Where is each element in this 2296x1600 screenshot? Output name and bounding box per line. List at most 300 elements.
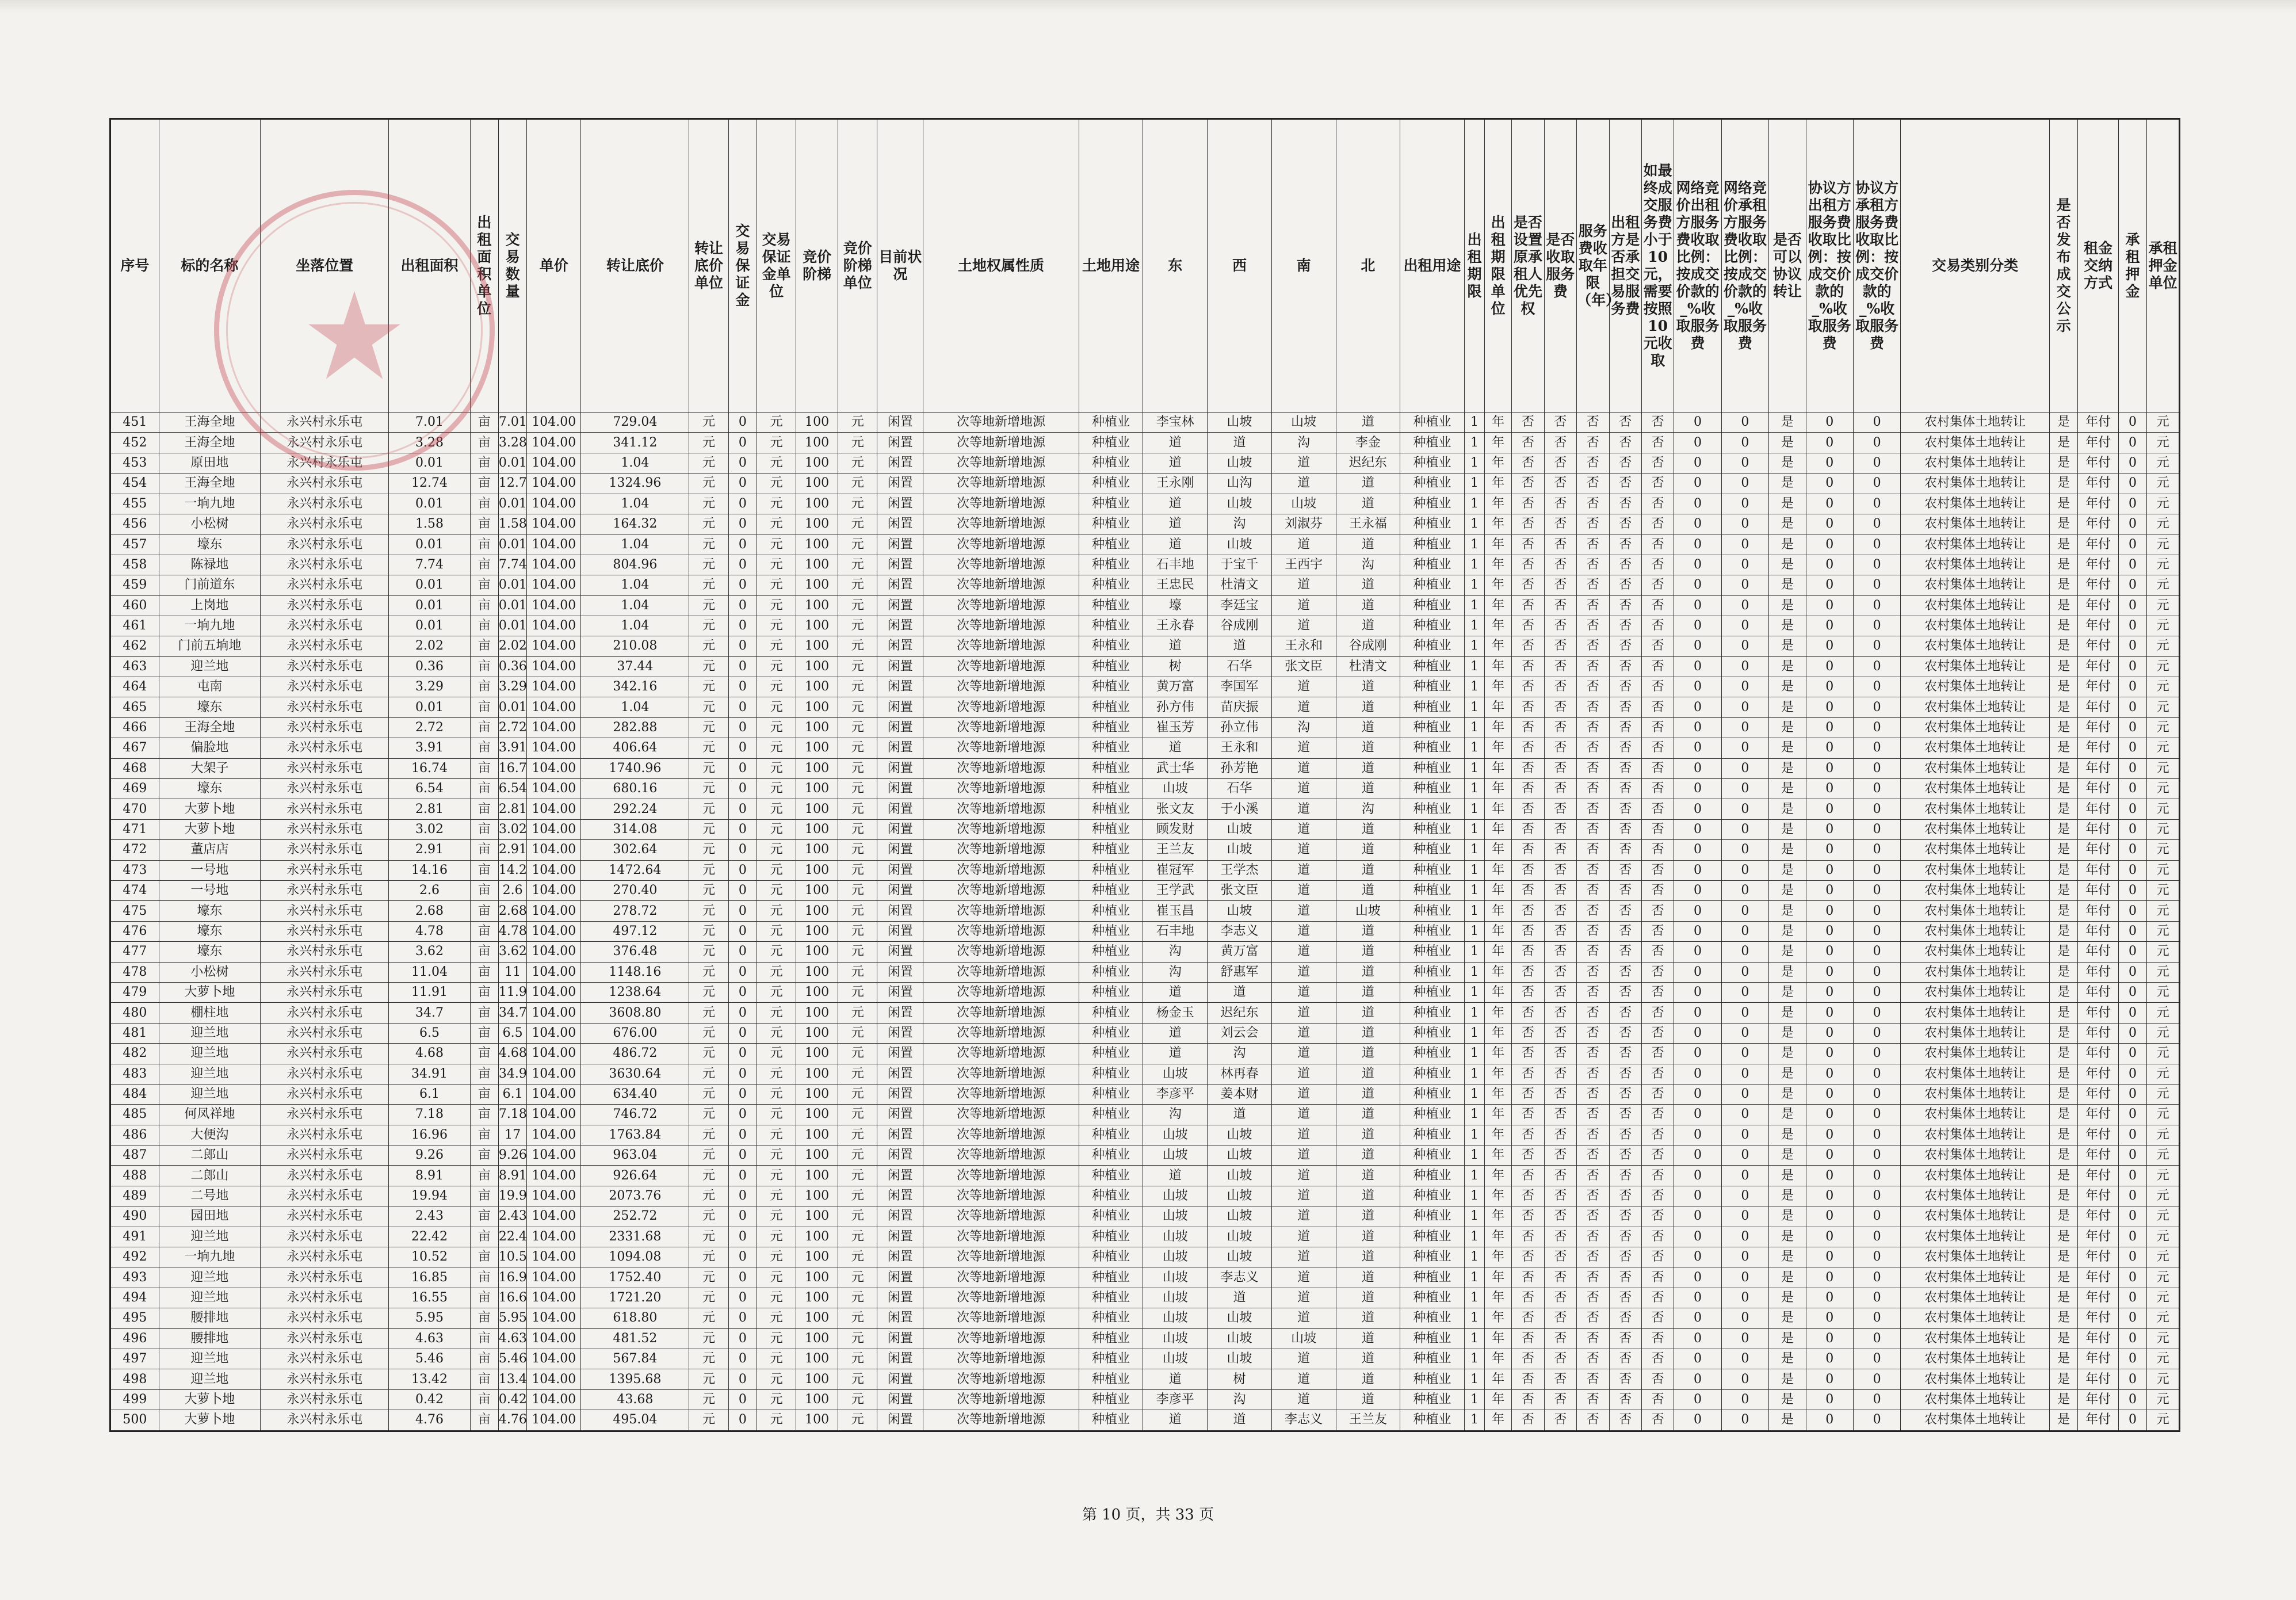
table-cell: 年付 bbox=[2078, 494, 2119, 514]
table-cell: 1 bbox=[1464, 1023, 1484, 1043]
table-cell: 年 bbox=[1485, 1389, 1512, 1410]
table-cell: 0.01 bbox=[389, 697, 470, 717]
table-cell: 山坡 bbox=[1208, 1125, 1272, 1145]
table-cell: 闲置 bbox=[877, 1166, 923, 1186]
table-cell: 元 bbox=[757, 514, 796, 534]
table-cell: 0 bbox=[1853, 677, 1900, 697]
table-cell: 0 bbox=[2118, 677, 2146, 697]
table-cell: 104.00 bbox=[527, 1064, 581, 1084]
column-header bbox=[159, 119, 260, 413]
table-cell: 3.62 bbox=[389, 942, 470, 962]
table-cell: 0 bbox=[1674, 1084, 1721, 1104]
table-cell: 0 bbox=[728, 1206, 757, 1227]
table-cell: 道 bbox=[1208, 982, 1272, 1002]
table-cell: 道 bbox=[1143, 1410, 1208, 1431]
table-cell: 元 bbox=[689, 779, 728, 799]
table-cell: 元 bbox=[757, 555, 796, 575]
table-cell: 种植业 bbox=[1079, 413, 1143, 433]
table-cell: 0 bbox=[2118, 1288, 2146, 1308]
table-cell: 年 bbox=[1485, 1308, 1512, 1328]
table-cell: 农村集体土地转让 bbox=[1901, 636, 2050, 656]
table-row bbox=[110, 982, 2180, 1002]
table-cell: 否 bbox=[1577, 942, 1609, 962]
table-cell: 1 bbox=[1464, 779, 1484, 799]
table-cell: 否 bbox=[1544, 1003, 1576, 1023]
table-cell: 0 bbox=[1806, 494, 1853, 514]
table-cell: 闲置 bbox=[877, 758, 923, 778]
table-cell: 永兴村永乐屯 bbox=[261, 880, 389, 900]
table-cell: 元 bbox=[689, 921, 728, 941]
table-cell: 亩 bbox=[470, 901, 498, 921]
table-cell: 0 bbox=[1721, 656, 1768, 677]
table-cell: 否 bbox=[1641, 1288, 1674, 1308]
table-cell: 永兴村永乐屯 bbox=[261, 1084, 389, 1104]
table-cell: 石华 bbox=[1208, 656, 1272, 677]
table-cell: 746.72 bbox=[581, 1105, 689, 1125]
column-header-text: 目前状况 bbox=[878, 249, 922, 282]
table-cell: 0 bbox=[1674, 575, 1721, 595]
table-cell: 104.00 bbox=[527, 921, 581, 941]
table-cell: 376.48 bbox=[581, 942, 689, 962]
table-cell: 100 bbox=[796, 1206, 838, 1227]
column-header bbox=[2118, 119, 2146, 413]
table-cell: 否 bbox=[1577, 494, 1609, 514]
table-cell: 道 bbox=[1271, 1023, 1336, 1043]
table-cell: 是 bbox=[1768, 1369, 1806, 1389]
table-cell: 谷成刚 bbox=[1336, 636, 1400, 656]
table-cell: 是 bbox=[2049, 921, 2077, 941]
table-cell: 否 bbox=[1577, 717, 1609, 738]
table-row bbox=[110, 738, 2180, 758]
table-cell: 种植业 bbox=[1079, 819, 1143, 839]
table-cell: 486 bbox=[110, 1125, 159, 1145]
table-cell: 年付 bbox=[2078, 1186, 2119, 1206]
table-cell: 沟 bbox=[1208, 1044, 1272, 1064]
table-cell: 次等地新增地源 bbox=[923, 1247, 1079, 1267]
table-cell: 0 bbox=[1853, 1247, 1900, 1267]
table-row bbox=[110, 799, 2180, 819]
table-cell: 永兴村永乐屯 bbox=[261, 901, 389, 921]
table-cell: 闲置 bbox=[877, 514, 923, 534]
table-cell: 0.01 bbox=[498, 616, 526, 636]
table-cell: 否 bbox=[1609, 514, 1641, 534]
table-cell: 否 bbox=[1609, 1206, 1641, 1227]
table-cell: 元 bbox=[757, 616, 796, 636]
table-cell: 闲置 bbox=[877, 962, 923, 982]
table-cell: 否 bbox=[1544, 1166, 1576, 1186]
table-cell: 元 bbox=[757, 819, 796, 839]
table-cell: 次等地新增地源 bbox=[923, 1125, 1079, 1145]
column-header bbox=[1271, 119, 1336, 413]
table-cell: 104.00 bbox=[527, 1389, 581, 1410]
table-cell: 1 bbox=[1464, 860, 1484, 880]
table-cell: 否 bbox=[1609, 677, 1641, 697]
table-cell: 0 bbox=[2118, 1105, 2146, 1125]
table-cell: 种植业 bbox=[1400, 575, 1465, 595]
table-cell: 100 bbox=[796, 779, 838, 799]
table-cell: 481.52 bbox=[581, 1328, 689, 1349]
table-cell: 永兴村永乐屯 bbox=[261, 962, 389, 982]
table-cell: 否 bbox=[1544, 1125, 1576, 1145]
table-cell: 元 bbox=[689, 697, 728, 717]
table-cell: 14.2 bbox=[498, 860, 526, 880]
table-cell: 100 bbox=[796, 1308, 838, 1328]
table-cell: 元 bbox=[2147, 840, 2180, 860]
table-cell: 山坡 bbox=[1208, 1349, 1272, 1369]
table-cell: 元 bbox=[838, 1186, 877, 1206]
table-cell: 100 bbox=[796, 433, 838, 453]
table-cell: 大便沟 bbox=[159, 1125, 260, 1145]
table-cell: 种植业 bbox=[1400, 1389, 1465, 1410]
table-cell: 479 bbox=[110, 982, 159, 1002]
table-cell: 461 bbox=[110, 616, 159, 636]
table-cell: 元 bbox=[2147, 1084, 2180, 1104]
table-cell: 元 bbox=[757, 1125, 796, 1145]
table-cell: 0 bbox=[1721, 880, 1768, 900]
column-header-text: 协议方出租方服务费收取比例：按成交价款的_%收取服务费 bbox=[1808, 180, 1851, 352]
table-cell: 0 bbox=[1806, 1389, 1853, 1410]
table-row bbox=[110, 1308, 2180, 1328]
table-cell: 元 bbox=[689, 1064, 728, 1084]
table-cell: 11 bbox=[498, 962, 526, 982]
table-cell: 元 bbox=[689, 1288, 728, 1308]
table-cell: 0 bbox=[1806, 860, 1853, 880]
table-cell: 104.00 bbox=[527, 860, 581, 880]
table-cell: 年付 bbox=[2078, 473, 2119, 494]
table-cell: 0 bbox=[1853, 1410, 1900, 1431]
table-cell: 迎兰地 bbox=[159, 1023, 260, 1043]
table-cell: 1 bbox=[1464, 1410, 1484, 1431]
column-header-text: 序号 bbox=[120, 257, 150, 274]
table-cell: 否 bbox=[1609, 413, 1641, 433]
table-cell: 元 bbox=[838, 616, 877, 636]
table-cell: 元 bbox=[838, 433, 877, 453]
table-cell: 否 bbox=[1609, 1389, 1641, 1410]
table-cell: 否 bbox=[1577, 738, 1609, 758]
table-cell: 李廷宝 bbox=[1208, 595, 1272, 616]
table-cell: 永兴村永乐屯 bbox=[261, 1003, 389, 1023]
table-cell: 种植业 bbox=[1079, 1186, 1143, 1206]
table-cell: 否 bbox=[1577, 1084, 1609, 1104]
table-cell: 年付 bbox=[2078, 1328, 2119, 1349]
table-cell: 山坡 bbox=[1208, 1247, 1272, 1267]
table-cell: 年付 bbox=[2078, 1227, 2119, 1247]
table-cell: 农村集体土地转让 bbox=[1901, 738, 2050, 758]
table-cell: 是 bbox=[1768, 1084, 1806, 1104]
table-cell: 0 bbox=[1721, 1247, 1768, 1267]
table-cell: 6.54 bbox=[389, 779, 470, 799]
table-cell: 471 bbox=[110, 819, 159, 839]
column-header bbox=[2078, 119, 2119, 413]
table-cell: 0 bbox=[2118, 453, 2146, 473]
table-cell: 道 bbox=[1271, 1166, 1336, 1186]
table-cell: 0 bbox=[1674, 453, 1721, 473]
table-cell: 年付 bbox=[2078, 1206, 2119, 1227]
table-cell: 种植业 bbox=[1079, 595, 1143, 616]
table-cell: 道 bbox=[1336, 534, 1400, 555]
table-cell: 农村集体土地转让 bbox=[1901, 758, 2050, 778]
table-cell: 元 bbox=[689, 1003, 728, 1023]
table-cell: 0 bbox=[1674, 758, 1721, 778]
table-cell: 年 bbox=[1485, 1125, 1512, 1145]
table-cell: 元 bbox=[2147, 1247, 2180, 1267]
table-cell: 元 bbox=[757, 921, 796, 941]
table-cell: 元 bbox=[689, 1349, 728, 1369]
table-cell: 是 bbox=[1768, 840, 1806, 860]
table-cell: 459 bbox=[110, 575, 159, 595]
table-cell: 否 bbox=[1609, 840, 1641, 860]
table-cell: 道 bbox=[1271, 758, 1336, 778]
table-cell: 100 bbox=[796, 413, 838, 433]
table-cell: 元 bbox=[838, 1206, 877, 1227]
table-cell: 农村集体土地转让 bbox=[1901, 534, 2050, 555]
column-header bbox=[1806, 119, 1853, 413]
table-cell: 亩 bbox=[470, 1186, 498, 1206]
table-cell: 否 bbox=[1609, 1166, 1641, 1186]
table-cell: 闲置 bbox=[877, 575, 923, 595]
table-cell: 否 bbox=[1512, 1308, 1544, 1328]
table-cell: 元 bbox=[689, 738, 728, 758]
table-cell: 元 bbox=[689, 453, 728, 473]
table-cell: 种植业 bbox=[1079, 534, 1143, 555]
table-cell: 亩 bbox=[470, 779, 498, 799]
table-cell: 是 bbox=[2049, 738, 2077, 758]
table-cell: 0 bbox=[1721, 901, 1768, 921]
table-cell: 104.00 bbox=[527, 1369, 581, 1389]
table-cell: 种植业 bbox=[1079, 1389, 1143, 1410]
table-cell: 0 bbox=[1806, 1186, 1853, 1206]
table-cell: 489 bbox=[110, 1186, 159, 1206]
table-cell: 否 bbox=[1544, 1328, 1576, 1349]
table-cell: 否 bbox=[1609, 982, 1641, 1002]
table-cell: 种植业 bbox=[1079, 1105, 1143, 1125]
table-cell: 元 bbox=[689, 799, 728, 819]
table-cell: 否 bbox=[1512, 1369, 1544, 1389]
table-cell: 闲置 bbox=[877, 1084, 923, 1104]
table-cell: 闲置 bbox=[877, 555, 923, 575]
table-cell: 元 bbox=[689, 575, 728, 595]
table-cell: 否 bbox=[1512, 453, 1544, 473]
table-cell: 否 bbox=[1609, 1186, 1641, 1206]
table-cell: 否 bbox=[1577, 921, 1609, 941]
table-cell: 100 bbox=[796, 1288, 838, 1308]
table-cell: 0 bbox=[728, 697, 757, 717]
table-cell: 否 bbox=[1544, 534, 1576, 555]
table-cell: 0 bbox=[1806, 413, 1853, 433]
table-cell: 0 bbox=[1853, 1125, 1900, 1145]
table-cell: 否 bbox=[1577, 433, 1609, 453]
table-cell: 是 bbox=[2049, 942, 2077, 962]
table-cell: 0 bbox=[1806, 595, 1853, 616]
table-cell: 否 bbox=[1641, 514, 1674, 534]
table-cell: 元 bbox=[689, 1084, 728, 1104]
table-cell: 2.72 bbox=[389, 717, 470, 738]
table-cell: 否 bbox=[1544, 433, 1576, 453]
column-header-text: 网络竞价出租方服务费收取比例：按成交价款的_%收取服务费 bbox=[1676, 180, 1720, 352]
table-cell: 年 bbox=[1485, 636, 1512, 656]
column-header-text: 出租期限单位 bbox=[1491, 214, 1506, 317]
table-cell: 0 bbox=[1806, 1308, 1853, 1328]
table-cell: 农村集体土地转让 bbox=[1901, 1044, 2050, 1064]
table-cell: 否 bbox=[1609, 880, 1641, 900]
table-row bbox=[110, 1023, 2180, 1043]
table-cell: 1 bbox=[1464, 1044, 1484, 1064]
table-cell: 否 bbox=[1577, 901, 1609, 921]
table-cell: 种植业 bbox=[1079, 1084, 1143, 1104]
table-cell: 种植业 bbox=[1400, 534, 1465, 555]
table-cell: 0 bbox=[1853, 921, 1900, 941]
table-cell: 张文臣 bbox=[1271, 656, 1336, 677]
table-cell: 否 bbox=[1609, 717, 1641, 738]
table-cell: 否 bbox=[1609, 779, 1641, 799]
table-cell: 否 bbox=[1609, 1328, 1641, 1349]
table-cell: 山坡 bbox=[1143, 1125, 1208, 1145]
table-cell: 沟 bbox=[1143, 962, 1208, 982]
table-cell: 22.42 bbox=[389, 1227, 470, 1247]
table-cell: 否 bbox=[1512, 555, 1544, 575]
table-cell: 迎兰地 bbox=[159, 1227, 260, 1247]
table-cell: 种植业 bbox=[1400, 779, 1465, 799]
table-cell: 壕东 bbox=[159, 921, 260, 941]
table-cell: 永兴村永乐屯 bbox=[261, 616, 389, 636]
table-cell: 否 bbox=[1544, 1227, 1576, 1247]
table-cell: 年付 bbox=[2078, 1003, 2119, 1023]
table-cell: 0 bbox=[1853, 1206, 1900, 1227]
table-cell: 次等地新增地源 bbox=[923, 1023, 1079, 1043]
table-cell: 年付 bbox=[2078, 738, 2119, 758]
table-cell: 否 bbox=[1512, 1389, 1544, 1410]
table-cell: 0 bbox=[1721, 962, 1768, 982]
column-header-text: 协议方承租方服务费收取比例：按成交价款的_%收取服务费 bbox=[1855, 180, 1899, 352]
table-cell: 闲置 bbox=[877, 413, 923, 433]
table-row bbox=[110, 921, 2180, 941]
table-cell: 年付 bbox=[2078, 433, 2119, 453]
table-cell: 0 bbox=[728, 453, 757, 473]
table-cell: 0 bbox=[1806, 1328, 1853, 1349]
table-cell: 0 bbox=[1721, 860, 1768, 880]
table-cell: 104.00 bbox=[527, 840, 581, 860]
table-cell: 是 bbox=[2049, 413, 2077, 433]
table-cell: 元 bbox=[689, 1145, 728, 1166]
column-header bbox=[498, 119, 526, 413]
table-cell: 1 bbox=[1464, 1186, 1484, 1206]
table-row bbox=[110, 413, 2180, 433]
table-cell: 1 bbox=[1464, 921, 1484, 941]
table-cell: 道 bbox=[1336, 1247, 1400, 1267]
column-header-text: 交易数量 bbox=[505, 231, 520, 300]
table-row bbox=[110, 677, 2180, 697]
table-cell: 元 bbox=[838, 1023, 877, 1043]
table-cell: 道 bbox=[1336, 575, 1400, 595]
table-cell: 0 bbox=[1721, 717, 1768, 738]
table-cell: 100 bbox=[796, 616, 838, 636]
table-cell: 道 bbox=[1336, 1125, 1400, 1145]
table-cell: 是 bbox=[1768, 1105, 1806, 1125]
table-cell: 元 bbox=[689, 595, 728, 616]
table-cell: 否 bbox=[1544, 779, 1576, 799]
table-cell: 元 bbox=[757, 962, 796, 982]
table-cell: 3.29 bbox=[389, 677, 470, 697]
table-cell: 否 bbox=[1512, 1084, 1544, 1104]
table-cell: 年付 bbox=[2078, 1023, 2119, 1043]
table-cell: 于小溪 bbox=[1208, 799, 1272, 819]
table-cell: 崔玉芳 bbox=[1143, 717, 1208, 738]
table-cell: 山坡 bbox=[1208, 494, 1272, 514]
table-cell: 元 bbox=[2147, 1349, 2180, 1369]
table-cell: 0 bbox=[1853, 1308, 1900, 1328]
table-cell: 是 bbox=[2049, 1003, 2077, 1023]
table-cell: 451 bbox=[110, 413, 159, 433]
table-cell: 104.00 bbox=[527, 1125, 581, 1145]
table-cell: 永兴村永乐屯 bbox=[261, 534, 389, 555]
table-cell: 元 bbox=[757, 1084, 796, 1104]
table-cell: 道 bbox=[1271, 738, 1336, 758]
table-cell: 0.01 bbox=[498, 534, 526, 555]
table-cell: 34.9 bbox=[498, 1064, 526, 1084]
table-cell: 0 bbox=[1806, 616, 1853, 636]
table-cell: 0 bbox=[1806, 1044, 1853, 1064]
table-cell: 0 bbox=[1806, 1145, 1853, 1166]
column-header-text: 是否发布成交公示 bbox=[2056, 197, 2071, 334]
table-cell: 陈禄地 bbox=[159, 555, 260, 575]
table-cell: 年 bbox=[1485, 534, 1512, 555]
table-cell: 0 bbox=[1853, 453, 1900, 473]
table-cell: 亩 bbox=[470, 1166, 498, 1186]
table-cell: 0 bbox=[728, 860, 757, 880]
table-cell: 0 bbox=[1853, 1288, 1900, 1308]
table-cell: 道 bbox=[1143, 514, 1208, 534]
table-cell: 2.02 bbox=[389, 636, 470, 656]
table-cell: 元 bbox=[689, 1308, 728, 1328]
table-cell: 是 bbox=[1768, 860, 1806, 880]
table-cell: 道 bbox=[1336, 677, 1400, 697]
table-cell: 否 bbox=[1577, 1105, 1609, 1125]
table-cell: 元 bbox=[757, 1267, 796, 1288]
table-cell: 次等地新增地源 bbox=[923, 1308, 1079, 1328]
table-cell: 否 bbox=[1577, 779, 1609, 799]
table-cell: 亩 bbox=[470, 860, 498, 880]
table-cell: 0 bbox=[728, 616, 757, 636]
table-cell: 否 bbox=[1512, 758, 1544, 778]
table-cell: 否 bbox=[1641, 433, 1674, 453]
table-cell: 元 bbox=[689, 1410, 728, 1431]
table-cell: 元 bbox=[838, 901, 877, 921]
table-cell: 0 bbox=[728, 779, 757, 799]
table-cell: 否 bbox=[1544, 860, 1576, 880]
table-row bbox=[110, 1227, 2180, 1247]
table-cell: 0 bbox=[728, 1186, 757, 1206]
table-cell: 0 bbox=[1806, 1410, 1853, 1431]
table-cell: 104.00 bbox=[527, 616, 581, 636]
table-cell: 种植业 bbox=[1400, 677, 1465, 697]
table-cell: 1 bbox=[1464, 901, 1484, 921]
table-cell: 302.64 bbox=[581, 840, 689, 860]
table-cell: 是 bbox=[2049, 677, 2077, 697]
table-cell: 次等地新增地源 bbox=[923, 1186, 1079, 1206]
column-header bbox=[838, 119, 877, 413]
table-cell: 否 bbox=[1544, 717, 1576, 738]
table-cell: 年付 bbox=[2078, 840, 2119, 860]
table-cell: 否 bbox=[1577, 819, 1609, 839]
table-cell: 是 bbox=[1768, 575, 1806, 595]
table-cell: 0 bbox=[2118, 942, 2146, 962]
table-cell: 农村集体土地转让 bbox=[1901, 595, 2050, 616]
table-cell: 是 bbox=[2049, 1410, 2077, 1431]
table-cell: 5.95 bbox=[389, 1308, 470, 1328]
table-cell: 466 bbox=[110, 717, 159, 738]
table-cell: 3608.80 bbox=[581, 1003, 689, 1023]
table-cell: 104.00 bbox=[527, 534, 581, 555]
